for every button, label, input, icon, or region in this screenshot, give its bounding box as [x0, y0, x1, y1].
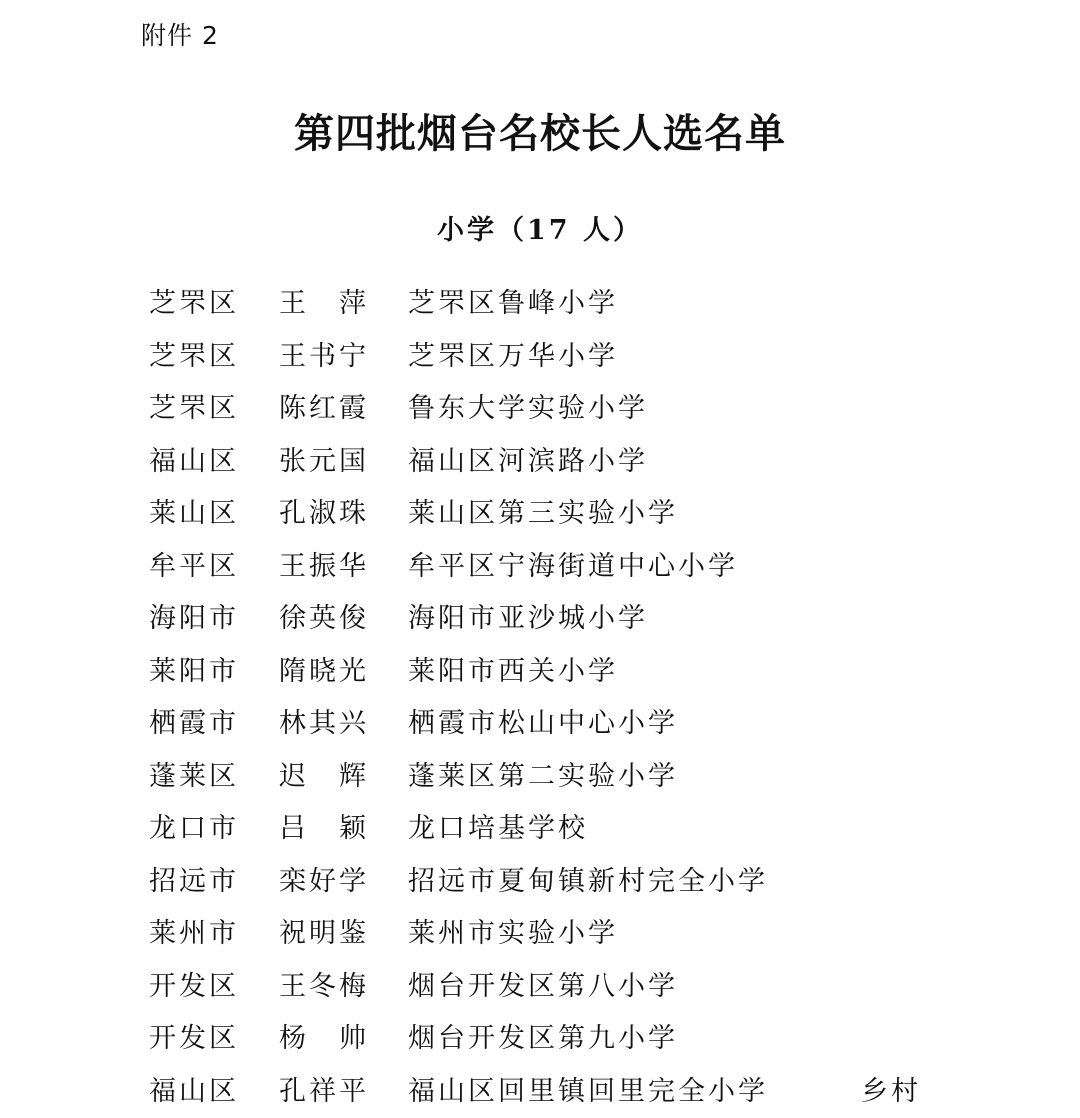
candidate-name: 杨 帅 [279, 1013, 369, 1066]
district: 福山区 [149, 1066, 239, 1118]
school-name: 蓬莱区第二实验小学 [408, 751, 678, 804]
district: 蓬莱区 [149, 751, 239, 804]
district: 开发区 [149, 1013, 239, 1066]
candidate-name: 张元国 [279, 436, 369, 489]
school-name: 福山区河滨路小学 [408, 436, 648, 489]
school-name: 海阳市亚沙城小学 [408, 593, 648, 646]
candidate-name: 祝明鉴 [279, 908, 369, 961]
list-item [149, 751, 1049, 804]
list-item [149, 908, 1049, 961]
candidate-name: 王书宁 [279, 331, 369, 384]
list-item [149, 856, 1049, 909]
school-name: 牟平区宁海街道中心小学 [408, 541, 738, 594]
district: 芝罘区 [149, 383, 239, 436]
school-name: 芝罘区万华小学 [408, 331, 618, 384]
candidate-name: 迟 辉 [279, 751, 369, 804]
candidate-name: 陈红霞 [279, 383, 369, 436]
list-item [149, 278, 1049, 331]
candidate-list [149, 278, 1049, 1118]
school-name: 福山区回里镇回里完全小学 [408, 1066, 768, 1118]
candidate-name: 徐英俊 [279, 593, 369, 646]
district: 莱阳市 [149, 646, 239, 699]
school-name: 招远市夏甸镇新村完全小学 [408, 856, 768, 909]
section-heading: 小学（17 人） [0, 210, 1080, 252]
school-name: 龙口培基学校 [408, 803, 588, 856]
district: 开发区 [149, 961, 239, 1014]
list-item [149, 541, 1049, 594]
list-item [149, 698, 1049, 751]
district: 龙口市 [149, 803, 239, 856]
candidate-name: 孔淑珠 [279, 488, 369, 541]
list-item [149, 803, 1049, 856]
candidate-name: 孔祥平 [279, 1066, 369, 1118]
district: 栖霞市 [149, 698, 239, 751]
list-item [149, 331, 1049, 384]
list-item [149, 593, 1049, 646]
school-name: 烟台开发区第九小学 [408, 1013, 678, 1066]
attachment-label: 附件 2 [141, 18, 219, 54]
district: 福山区 [149, 436, 239, 489]
list-item [149, 436, 1049, 489]
list-item [149, 1066, 1049, 1118]
candidate-name: 林其兴 [279, 698, 369, 751]
candidate-name: 王 萍 [279, 278, 369, 331]
list-item [149, 488, 1049, 541]
school-name: 鲁东大学实验小学 [408, 383, 648, 436]
district: 芝罘区 [149, 278, 239, 331]
candidate-name: 王振华 [279, 541, 369, 594]
school-name: 烟台开发区第八小学 [408, 961, 678, 1014]
school-name: 芝罘区鲁峰小学 [408, 278, 618, 331]
candidate-name: 栾好学 [279, 856, 369, 909]
list-item [149, 383, 1049, 436]
candidate-name: 吕 颖 [279, 803, 369, 856]
district: 牟平区 [149, 541, 239, 594]
district: 芝罘区 [149, 331, 239, 384]
school-name: 莱山区第三实验小学 [408, 488, 678, 541]
candidate-name: 王冬梅 [279, 961, 369, 1014]
school-name: 莱阳市西关小学 [408, 646, 618, 699]
rural-note: 乡村 [861, 1066, 921, 1118]
document-title: 第四批烟台名校长人选名单 [0, 104, 1080, 164]
list-item [149, 646, 1049, 699]
district: 海阳市 [149, 593, 239, 646]
district: 莱州市 [149, 908, 239, 961]
school-name: 栖霞市松山中心小学 [408, 698, 678, 751]
district: 莱山区 [149, 488, 239, 541]
list-item [149, 1013, 1049, 1066]
list-item [149, 961, 1049, 1014]
district: 招远市 [149, 856, 239, 909]
school-name: 莱州市实验小学 [408, 908, 618, 961]
candidate-name: 隋晓光 [279, 646, 369, 699]
